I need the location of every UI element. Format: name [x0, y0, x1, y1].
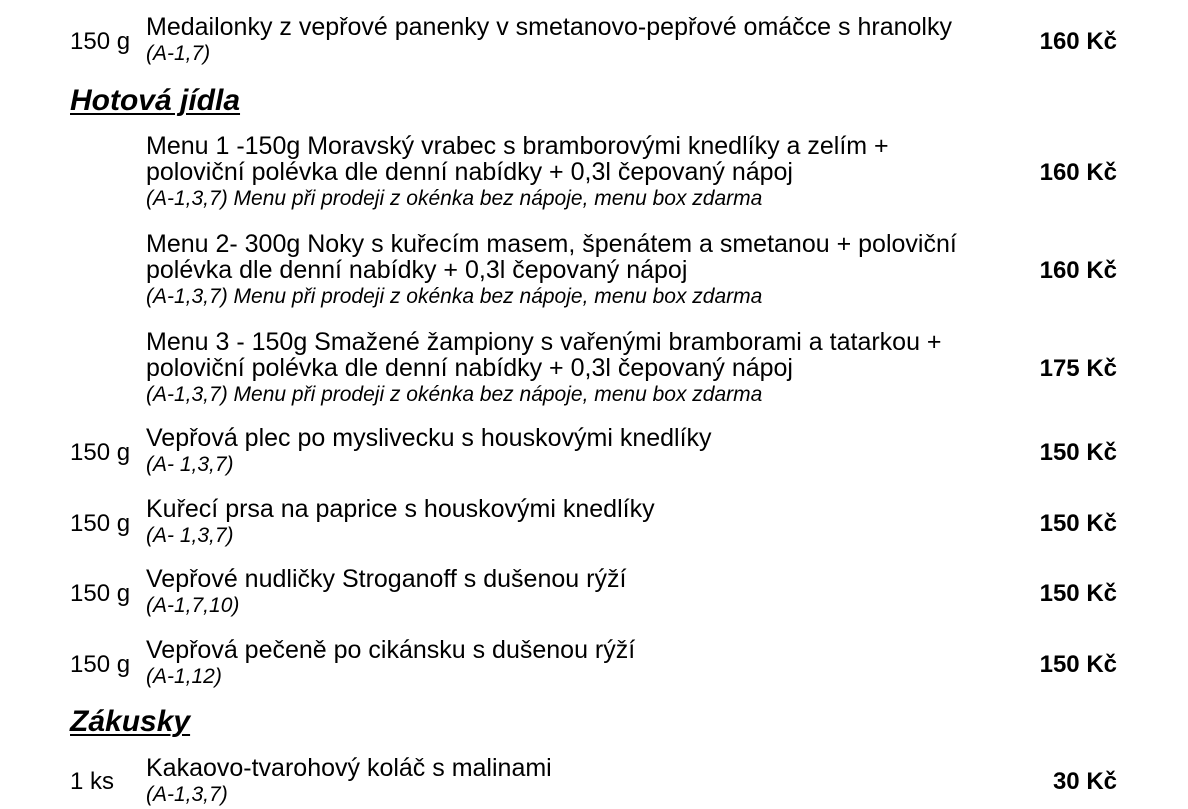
item-allergens: (A- 1,3,7) — [146, 453, 234, 476]
menu-item — [0, 496, 1188, 552]
item-name-line: Menu 3 - 150g Smažené žampiony s vařenými bramborami a tatarkou + — [146, 328, 942, 356]
item-description — [146, 755, 1026, 809]
item-allergens: (A-1,7,10) — [146, 594, 240, 617]
item-quantity: 1 ks — [70, 768, 115, 795]
item-description — [146, 133, 1026, 213]
item-quantity: 150 g — [70, 651, 131, 678]
item-description — [146, 231, 1026, 311]
item-name-line: Menu 1 -150g Moravský vrabec s bramborovými knedlíky a zelím + — [146, 132, 889, 160]
item-description — [146, 566, 1026, 620]
item-quantity: 150 g — [70, 439, 131, 466]
item-name: Medailonky z vepřové panenky v smetanovo-pepřové omáčce s hranolky — [146, 13, 952, 41]
item-allergens: (A-1,3,7) Menu při prodeji z okénka bez nápoje, menu box zdarma — [146, 285, 763, 308]
section-title: Hotová jídla — [70, 84, 241, 117]
item-price: 30 Kč — [1052, 768, 1117, 795]
item-name: Kakaovo-tvarohový koláč s malinami — [146, 754, 552, 782]
item-price: 150 Kč — [1039, 439, 1117, 466]
item-description — [146, 637, 1026, 691]
item-allergens: (A-1,3,7) — [146, 783, 228, 806]
item-description — [146, 329, 1026, 409]
item-price: 175 Kč — [1039, 355, 1117, 382]
menu-item — [0, 637, 1188, 693]
item-name-line: polévka dle denní nabídky + 0,3l čepovaný nápoj — [146, 256, 688, 284]
menu-item — [0, 329, 1188, 413]
item-price: 160 Kč — [1039, 159, 1117, 186]
item-price: 150 Kč — [1039, 580, 1117, 607]
item-description — [146, 425, 1026, 479]
item-name: Kuřecí prsa na paprice s houskovými knedlíky — [146, 495, 655, 523]
item-allergens: (A-1,7) — [146, 42, 211, 65]
item-name: Vepřová pečeně po cikánsku s dušenou rýží — [146, 636, 636, 664]
item-name: Vepřové nudličky Stroganoff s dušenou rýží — [146, 565, 627, 593]
item-name: Vepřová plec po myslivecku s houskovými knedlíky — [146, 424, 712, 452]
item-description — [146, 496, 1026, 550]
menu-item — [0, 133, 1188, 217]
section-title: Zákusky — [70, 705, 191, 738]
item-name-line: poloviční polévka dle denní nabídky + 0,3l čepovaný nápoj — [146, 158, 793, 186]
item-name-line: Menu 2- 300g Noky s kuřecím masem, špenátem a smetanou + poloviční — [146, 230, 957, 258]
item-price: 160 Kč — [1039, 28, 1117, 55]
item-allergens: (A-1,12) — [146, 665, 222, 688]
menu-item — [0, 566, 1188, 622]
item-description — [146, 14, 1026, 68]
item-price: 160 Kč — [1039, 257, 1117, 284]
item-allergens: (A- 1,3,7) — [146, 524, 234, 547]
item-quantity: 150 g — [70, 510, 131, 537]
item-quantity: 150 g — [70, 580, 131, 607]
item-price: 150 Kč — [1039, 510, 1117, 537]
menu-item — [0, 14, 1188, 70]
menu-item — [0, 754, 1188, 806]
item-name-line: poloviční polévka dle denní nabídky + 0,3l čepovaný nápoj — [146, 354, 793, 382]
menu-item — [0, 231, 1188, 315]
item-quantity: 150 g — [70, 28, 131, 55]
menu-item — [0, 425, 1188, 481]
item-allergens: (A-1,3,7) Menu při prodeji z okénka bez nápoje, menu box zdarma — [146, 383, 763, 406]
item-allergens: (A-1,3,7) Menu při prodeji z okénka bez nápoje, menu box zdarma — [146, 187, 763, 210]
item-price: 150 Kč — [1039, 651, 1117, 678]
